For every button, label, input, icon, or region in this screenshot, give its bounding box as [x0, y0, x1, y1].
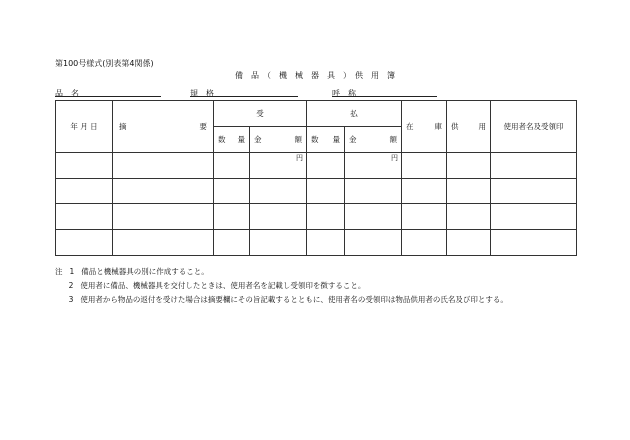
pay-qty-cell[interactable] — [307, 153, 345, 179]
receive-qty-cell[interactable] — [214, 230, 250, 256]
call-name-label: 呼 称 — [332, 89, 356, 98]
receive-amount-header — [250, 127, 307, 153]
summary-cell[interactable] — [113, 179, 214, 204]
pay-amount-cell[interactable] — [345, 179, 402, 204]
receive-header: 受 — [214, 101, 307, 127]
qty-right: 量 — [332, 135, 340, 144]
note-text: 使用者から物品の返付を受けた場合は摘要欄にその旨記載するとともに、使用者名の受領印は物品供用者の氏名及び印とする。 — [80, 295, 508, 304]
note-3 — [64, 294, 508, 305]
item-name-label: 品 名 — [55, 89, 79, 98]
notes-prefix: 注 — [55, 267, 63, 276]
receive-amount-cell[interactable] — [250, 230, 307, 256]
receive-amount-cell[interactable] — [250, 204, 307, 230]
note-2 — [64, 280, 365, 291]
pay-qty-header — [307, 127, 345, 153]
pay-qty-cell[interactable] — [307, 179, 345, 204]
stock-header — [402, 101, 447, 153]
document-title: 備 品 （ 機 械 器 具 ） 供 用 簿 — [235, 71, 395, 80]
receive-amount-cell[interactable]: 円 — [250, 153, 307, 179]
stock-cell[interactable] — [402, 153, 447, 179]
receive-amount-cell[interactable] — [250, 179, 307, 204]
seal-cell[interactable] — [491, 230, 577, 256]
ledger-table — [55, 100, 577, 256]
spec-underline — [190, 96, 298, 97]
item-name-underline — [55, 96, 161, 97]
receive-qty-cell[interactable] — [214, 179, 250, 204]
note-text: 使用者に備品、機械器具を交付したときは、使用者名を記載し受領印を徴すること。 — [80, 281, 366, 290]
qty-left: 数 — [311, 135, 319, 144]
date-cell[interactable] — [56, 179, 113, 204]
summary-header-right: 要 — [199, 122, 207, 131]
use-header-left: 供 — [451, 122, 459, 131]
use-header — [447, 101, 491, 153]
table-row — [56, 204, 577, 230]
table-row — [56, 179, 577, 204]
use-cell[interactable] — [447, 179, 491, 204]
header-row-1 — [56, 101, 577, 127]
note-1 — [55, 266, 209, 277]
pay-header: 払 — [307, 101, 402, 127]
amount-right: 額 — [294, 135, 302, 144]
amount-left: 金 — [254, 135, 262, 144]
stock-cell[interactable] — [402, 230, 447, 256]
summary-header-left: 摘 — [119, 122, 127, 131]
date-cell[interactable] — [56, 153, 113, 179]
receive-qty-cell[interactable] — [214, 153, 250, 179]
seal-header: 使用者名及受領印 — [491, 101, 577, 153]
summary-cell[interactable] — [113, 204, 214, 230]
summary-cell[interactable] — [113, 153, 214, 179]
summary-header — [113, 101, 214, 153]
date-header: 年 月 日 — [56, 101, 113, 153]
stock-header-left: 在 — [406, 122, 414, 131]
qty-left: 数 — [218, 135, 226, 144]
use-cell[interactable] — [447, 204, 491, 230]
table-row — [56, 230, 577, 256]
use-cell[interactable] — [447, 153, 491, 179]
date-cell[interactable] — [56, 204, 113, 230]
stock-header-right: 庫 — [434, 122, 442, 131]
use-header-right: 用 — [478, 122, 486, 131]
amount-left: 金 — [349, 135, 357, 144]
date-cell[interactable] — [56, 230, 113, 256]
use-cell[interactable] — [447, 230, 491, 256]
table-row — [56, 153, 577, 179]
receive-qty-cell[interactable] — [214, 204, 250, 230]
pay-amount-cell[interactable] — [345, 204, 402, 230]
stock-cell[interactable] — [402, 204, 447, 230]
form-number: 第100号様式(別表第4関係) — [55, 59, 154, 68]
call-name-underline — [332, 96, 437, 97]
pay-qty-cell[interactable] — [307, 204, 345, 230]
note-number: 2 — [68, 281, 74, 290]
seal-cell[interactable] — [491, 153, 577, 179]
summary-cell[interactable] — [113, 230, 214, 256]
qty-right: 量 — [237, 135, 245, 144]
note-text: 備品と機械器具の別に作成すること。 — [81, 267, 209, 276]
pay-amount-header — [345, 127, 402, 153]
pay-qty-cell[interactable] — [307, 230, 345, 256]
note-number: 3 — [68, 295, 74, 304]
spec-label: 規 格 — [190, 89, 214, 98]
pay-amount-cell[interactable]: 円 — [345, 153, 402, 179]
stock-cell[interactable] — [402, 179, 447, 204]
receive-qty-header — [214, 127, 250, 153]
seal-cell[interactable] — [491, 204, 577, 230]
note-number: 1 — [69, 267, 75, 276]
pay-amount-cell[interactable] — [345, 230, 402, 256]
amount-right: 額 — [389, 135, 397, 144]
seal-cell[interactable] — [491, 179, 577, 204]
